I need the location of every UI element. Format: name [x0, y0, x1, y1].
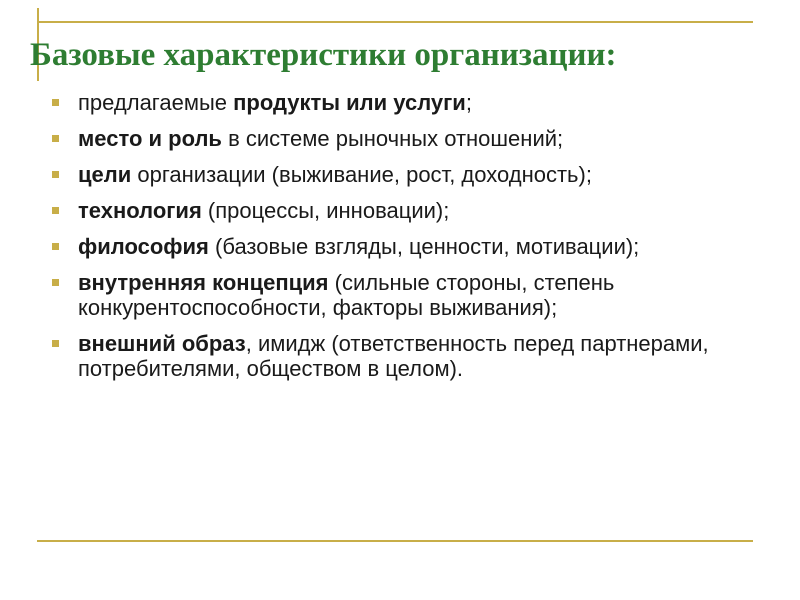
square-bullet-icon — [52, 171, 59, 178]
bullet-text-pre: предлагаемые — [78, 90, 234, 115]
bullet-item — [52, 331, 752, 381]
square-bullet-icon — [52, 135, 59, 142]
bottom-rule — [37, 540, 753, 542]
bullet-text-bold: философия — [78, 234, 209, 259]
square-bullet-icon — [52, 279, 59, 286]
bullet-text-bold: продукты или услуги — [233, 90, 466, 115]
slide-title: Базовые характеристики организации: — [30, 37, 617, 73]
top-rule — [37, 21, 753, 23]
square-bullet-icon — [52, 243, 59, 250]
bullet-text-post: (процессы, инновации); — [201, 198, 450, 223]
square-bullet-icon — [52, 340, 59, 347]
bullet-text-bold: внутренняя концепция — [78, 270, 329, 295]
bullet-text-post: (сильные стороны, степень конкурентоспособности, факторы выживания); — [78, 270, 615, 320]
bullet-text-bold: цели — [78, 162, 132, 187]
bullet-item — [52, 162, 752, 187]
bullet-list — [52, 90, 752, 392]
bullet-text-post: , имидж (ответственность перед партнерами, потребителями, обществом в целом). — [78, 331, 709, 381]
bullet-item — [52, 90, 752, 115]
bullet-item — [52, 198, 752, 223]
square-bullet-icon — [52, 207, 59, 214]
bullet-text-post: в системе рыночных отношений; — [221, 126, 564, 151]
bullet-text-bold: место и роль — [78, 126, 222, 151]
bullet-text-post: организации (выживание, рост, доходность); — [131, 162, 592, 187]
bullet-text-bold: технология — [78, 198, 202, 223]
bullet-text-post: (базовые взгляды, ценности, мотивации); — [208, 234, 640, 259]
bullet-item — [52, 126, 752, 151]
bullet-text-bold: внешний образ — [78, 331, 246, 356]
bullet-item — [52, 234, 752, 259]
square-bullet-icon — [52, 99, 59, 106]
bullet-item — [52, 270, 752, 320]
bullet-text-post: ; — [465, 90, 472, 115]
